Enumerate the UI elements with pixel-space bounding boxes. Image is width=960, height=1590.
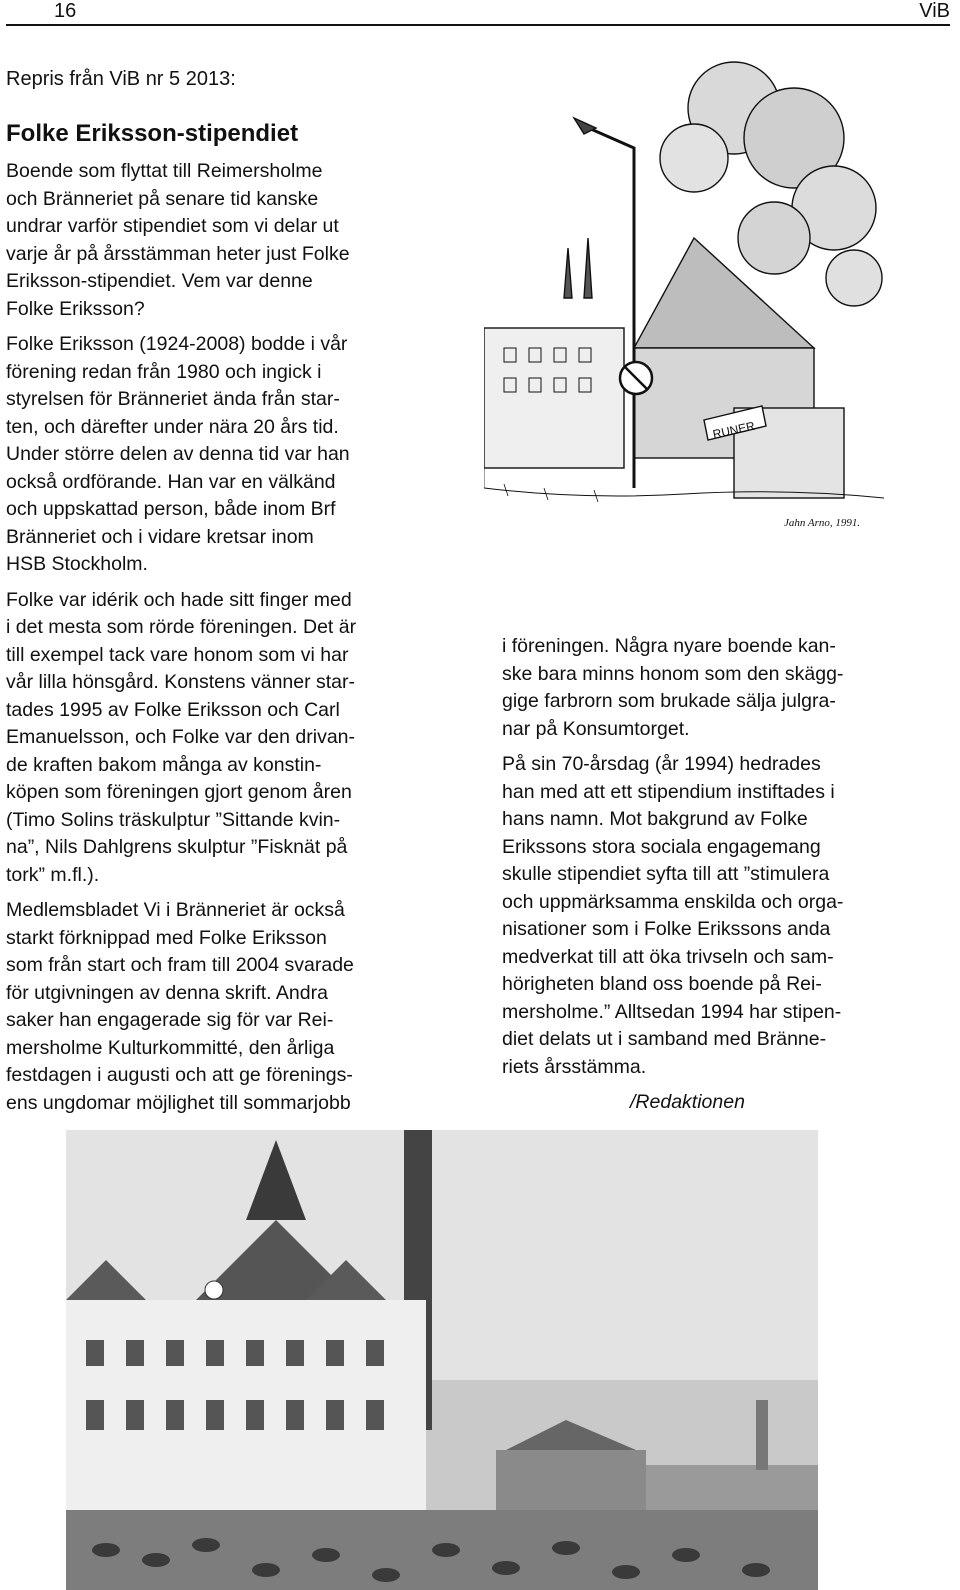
reprint-note: Repris från ViB nr 5 2013: bbox=[6, 68, 236, 90]
article-column-right bbox=[502, 633, 942, 1125]
paragraph: Folke Eriksson (1924-2008) bodde i vår förening redan från 1980 och ingick i styrelsen för Bränneriet ända från star- ten, och därefter under nära 20 års tid. Under större delen av denna tid var han också ordförande. Han var en välkänd och uppskattad person, både inom Brf Bränneriet och i vidare kretsar inom HSB Stockholm. bbox=[6, 333, 350, 575]
article-signature: /Redaktionen bbox=[630, 1091, 745, 1113]
publication-name: ViB bbox=[919, 0, 950, 22]
paragraph: På sin 70-årsdag (år 1994) hedrades han med att ett stipendium instiftades i hans namn. Mot bakgrund av Folke Erikssons stora sociala engagemang skulle stipendiet syfta till att ”stimulera och uppmärksamma enskilda och orga- nisationer som i Folke Erikssons anda medverkat till att öka trivseln och sam- hörigheten bland oss boende på Rei- mersholme.” Alltsedan 1994 har stipen- diet delats ut i samband med Bränne- riets årsstämma. bbox=[502, 753, 844, 1078]
paragraph: Boende som flyttat till Reimersholme och Bränneriet på senare tid kanske undrar varför stipendiet som vi delar ut varje år på årsstämman heter just Folke Eriksson-stipendiet. Vem var denne Folke Eriksson? bbox=[6, 160, 350, 320]
ink-drawing-illustration bbox=[484, 48, 884, 568]
article-title: Folke Eriksson-stipendiet bbox=[6, 120, 299, 147]
artist-signature: Jahn Arno, 1991. bbox=[784, 517, 861, 529]
paragraph: Medlemsbladet Vi i Bränneriet är också starkt förknippad med Folke Eriksson som från start och fram till 2004 svarade för utgivningen av denna skrift. Andra saker han engagerade sig för var Rei- mersholme Kulturkommitté, den årliga festdagen i augusti och att ge förenings- ens ungdomar möjlighet till sommarjobb bbox=[6, 899, 354, 1114]
paragraph: Folke var idérik och hade sitt finger med i det mesta som rörde föreningen. Det är till exempel tack vare honom som vi har vår lilla hönsgård. Konstens vänner star- tades 1995 av Folke Eriksson och Carl Emanuelsson, och Folke var den drivan- de kraften bakom många av konstin- köpen som föreningen gjort genom åren (Timo Solins träskulptur ”Sittande kvin- na”, Nils Dahlgrens skulptur ”Fisknät på tork” m.fl.). bbox=[6, 588, 357, 886]
paragraph: i föreningen. Några nyare boende kan- ske bara minns honom som den skägg- gige farbrorn som brukade sälja julgra- nar på Konsumtorget. bbox=[502, 635, 844, 740]
page-header bbox=[6, 0, 950, 26]
page-number: 16 bbox=[54, 0, 77, 22]
sign-text: RUNER bbox=[711, 418, 757, 442]
historic-photograph bbox=[66, 1130, 818, 1590]
article-column-left bbox=[6, 158, 476, 1125]
